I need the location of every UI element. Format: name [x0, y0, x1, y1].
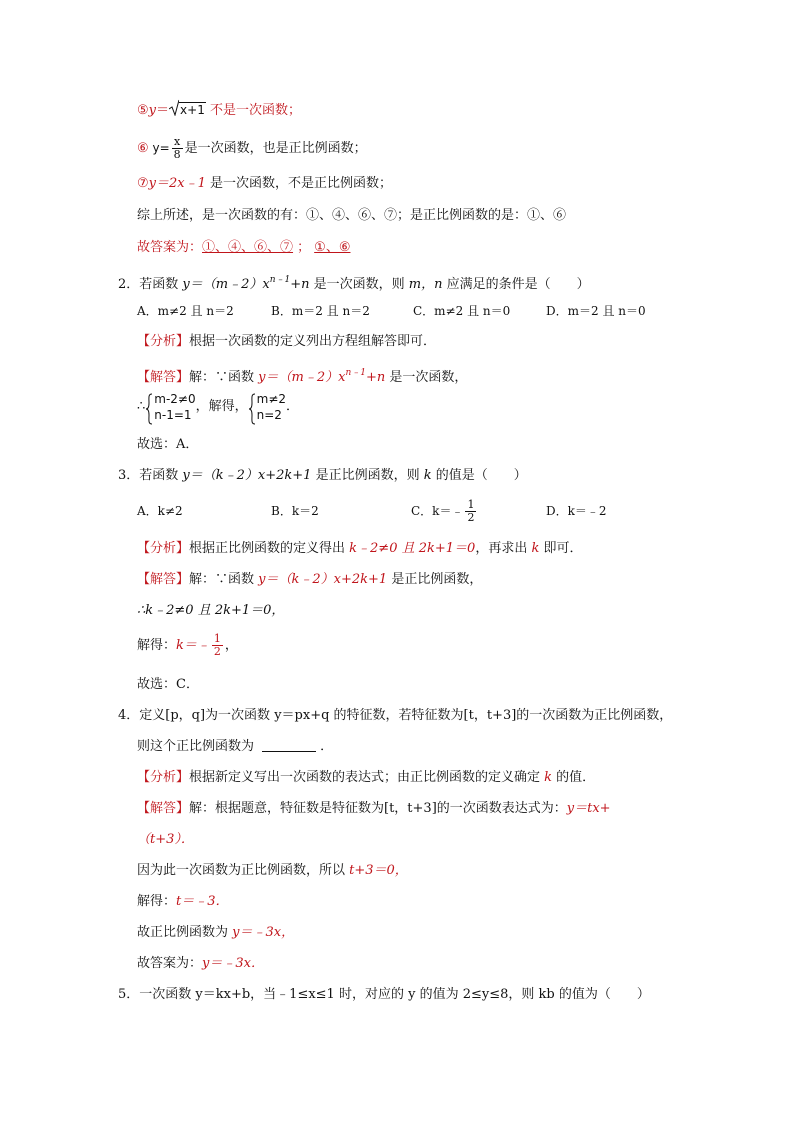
q4-step-2-value: t＝﹣3． [176, 894, 229, 909]
q3-analysis-condition: k﹣2≠0 且 2k+1＝0 [349, 541, 476, 556]
item-5-eq: ＝ [156, 103, 170, 118]
item-7-text: 是一次函数，不是正比例函数； [205, 176, 393, 191]
summary-line: 综上所述，是一次函数的有：①、④、⑥、⑦；是正比例函数的是：①、⑥ [137, 208, 567, 223]
item-5-text: 不是一次函数； [205, 103, 301, 118]
answer-label: 故答案为： [137, 240, 203, 255]
fraction-numerator: x [172, 136, 183, 149]
q3-function: y＝（k﹣2）x+2k+1 [182, 468, 312, 483]
answer-separator: ； [293, 240, 311, 255]
answer-blank[interactable] [262, 739, 316, 752]
item-6-text: 是一次函数，也是正比例函数； [184, 141, 367, 156]
system-1-row-1: m-2≠0 [154, 391, 196, 406]
q3-option-a: A．k≠2 [137, 504, 183, 518]
q3-step-2-comma: ， [224, 638, 238, 653]
q2-solution [137, 363, 467, 388]
q3-option-c [411, 498, 478, 524]
q2-text: 是一次函数，则 [309, 277, 409, 292]
q2-system-2 [248, 391, 286, 423]
q3-text: 是正比例函数，则 [311, 468, 424, 483]
q3-solution-text: 解：∵函数 [189, 572, 259, 587]
q3-analysis-text-end: 即可． [539, 541, 583, 556]
q2-text-end: 应满足的条件是（ ） [442, 277, 590, 292]
q3-step-2 [137, 631, 238, 661]
q2-solution-function-tail: +n [365, 370, 386, 385]
item-5-marker: ⑤ [137, 103, 149, 118]
analysis-tag: 【分析】 [137, 770, 190, 785]
fraction-denominator: 8 [173, 148, 181, 161]
q4-analysis-var: k [544, 770, 553, 785]
q3-step-2-label: 解得： [137, 638, 177, 653]
fraction-numerator: 1 [467, 498, 475, 511]
q3-number: 3．若函数 [118, 468, 183, 483]
q3-var: k [423, 468, 432, 483]
q3-step-1: ∴k﹣2≠0 且 2k+1＝0， [137, 603, 285, 618]
therefore-symbol: ∴ [137, 399, 146, 414]
item-6-line [137, 135, 367, 162]
q3-solution [137, 570, 482, 590]
fraction-denominator: 2 [467, 511, 475, 524]
q4-stem: 4．定义[p，q]为一次函数 y＝px+q 的特征数，若特征数为[t，t+3]的一次函数为正比例函数， [118, 708, 673, 723]
q4-step-2 [137, 892, 229, 912]
system-2-row-1: m≠2 [256, 391, 287, 406]
q2-system-period: ． [286, 399, 300, 414]
item-6-marker: ⑥ [137, 141, 149, 156]
q2-exponent: n﹣1 [269, 275, 291, 285]
system-1-row-2: n-1=1 [154, 407, 192, 422]
solution-tag: 【解答】 [137, 572, 190, 587]
q3-analysis-text: 根据正比例函数的定义得出 [189, 541, 350, 556]
q2-number: 2．若函数 [118, 277, 183, 292]
q4-step-1-text: 因为此一次函数为正比例函数，所以 [137, 863, 350, 878]
q3-choice: 故选：C． [137, 677, 199, 692]
q3-analysis [137, 539, 583, 559]
answer-line [137, 238, 350, 258]
q4-step-3-function: y＝﹣3x， [232, 925, 295, 940]
q2-function-tail: +n [290, 277, 310, 292]
sqrt-symbol [169, 100, 206, 121]
q2-vars: m，n [408, 277, 443, 292]
q4-step-3-text: 故正比例函数为 [137, 925, 233, 940]
q4-solution-text: 解：根据题意，特征数是特征数为[t，t+3]的一次函数表达式为： [189, 801, 567, 816]
q4-step-3 [137, 923, 294, 943]
q2-solution-text: 解：∵函数 [189, 370, 259, 385]
answer-a: ①、④、⑥、⑦ [202, 240, 294, 255]
q2-solution-text-end: 是一次函数， [385, 370, 468, 385]
q3-option-c-text: C．k＝﹣ [411, 504, 464, 518]
q2-function: y＝（m﹣2）x [182, 277, 270, 292]
q4-step-4 [137, 954, 264, 974]
fraction-numerator: 1 [213, 632, 221, 645]
q4-stem-end: ． [320, 739, 334, 754]
q3-option-c-fraction [465, 499, 476, 524]
item-6-y: y= [148, 141, 170, 155]
q4-step-4-answer: y＝﹣3x． [202, 956, 264, 971]
q4-step-4-label: 故答案为： [137, 956, 203, 971]
q2-stem [118, 270, 590, 295]
q2-solution-function: y＝（m﹣2）x [258, 370, 346, 385]
q4-stem-2 [137, 737, 333, 757]
q3-text-end: 的值是（ ） [431, 468, 527, 483]
q2-solve-word: ，解得， [195, 399, 248, 414]
item-6-fraction [172, 136, 183, 161]
q4-step-1-equation: t+3＝0， [349, 863, 408, 878]
q2-system-1 [145, 391, 195, 423]
solution-tag: 【解答】 [137, 370, 190, 385]
q3-option-b: B．k＝2 [271, 504, 319, 518]
q4-analysis-text: 根据新定义写出一次函数的表达式；由正比例函数的定义确定 [189, 770, 545, 785]
q4-step-1 [137, 861, 408, 881]
fraction-denominator: 2 [213, 645, 221, 658]
analysis-tag: 【分析】 [137, 541, 190, 556]
q3-solution-text-end: 是正比例函数， [387, 572, 483, 587]
q4-analysis-text-end: 的值． [552, 770, 596, 785]
q4-solution-continued: （t+3）． [137, 832, 194, 847]
solution-tag: 【解答】 [137, 801, 190, 816]
q2-solution-exponent: n﹣1 [345, 368, 366, 378]
q4-analysis [137, 768, 595, 788]
q2-analysis-text: 根据一次函数的定义列出方程组解答即可． [189, 334, 437, 349]
q4-step-2-label: 解得： [137, 894, 177, 909]
answer-b: ①、⑥ [314, 240, 351, 255]
q4-solution-expression: y＝tx+ [566, 801, 611, 816]
q5-stem: 5．一次函数 y＝kx+b，当﹣1≤x≤1 时，对应的 y 的值为 2≤y≤8，则 kb 的值为（ ） [118, 987, 650, 1002]
q2-choice: 故选：A． [137, 437, 199, 452]
q3-analysis-text-2: ，再求出 [475, 541, 532, 556]
item-5-y: y [148, 103, 157, 118]
q3-analysis-var: k [531, 541, 540, 556]
q3-option-d: D．k＝﹣2 [546, 504, 607, 518]
q4-solution [137, 799, 611, 819]
q2-analysis [137, 332, 436, 352]
analysis-tag: 【分析】 [137, 334, 190, 349]
q2-option-a: A．m≠2 且 n＝2 [137, 304, 234, 318]
q2-option-d: D．m＝2 且 n＝0 [546, 304, 646, 318]
q3-step-2-fraction [212, 633, 223, 658]
q2-option-b: B．m＝2 且 n＝2 [271, 304, 370, 318]
item-7-line [137, 174, 392, 194]
item-5-line [137, 100, 301, 121]
q3-solution-function: y＝（k﹣2）x+2k+1 [258, 572, 388, 587]
item-7-marker: ⑦ [137, 176, 149, 191]
item-5-radicand: x+1 [180, 103, 205, 117]
q3-step-2-value: k＝﹣ [176, 638, 210, 653]
q2-system-line [137, 389, 299, 425]
q4-stem-text: 则这个正比例函数为 [137, 739, 259, 754]
item-7-expression: y＝2x﹣1 [148, 176, 206, 191]
q2-option-c: C．m≠2 且 n＝0 [413, 304, 511, 318]
q3-stem [118, 466, 527, 486]
system-2-row-2: n=2 [256, 407, 282, 422]
